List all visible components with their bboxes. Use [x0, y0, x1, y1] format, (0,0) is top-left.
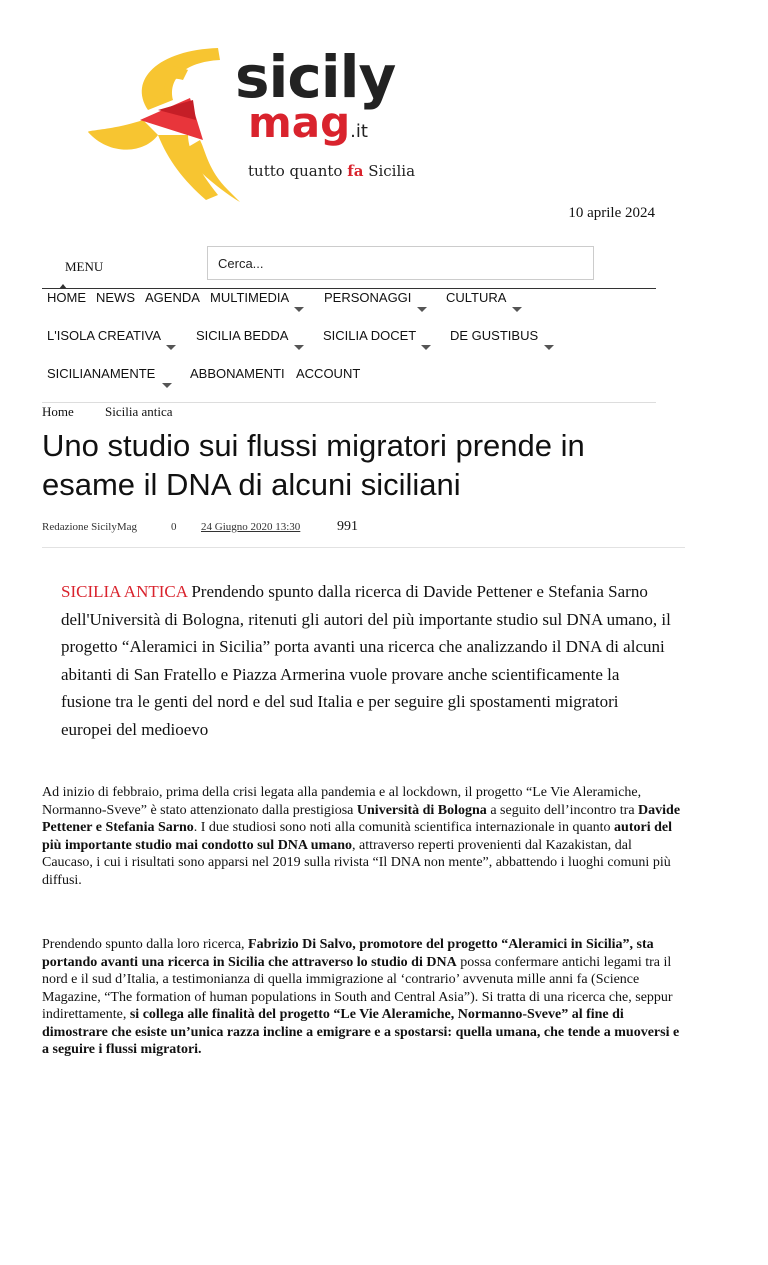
breadcrumb-home[interactable]: Home [42, 404, 74, 419]
nav-item-cultura[interactable]: CULTURA [446, 290, 507, 305]
nav-item-abbonamenti[interactable]: ABBONAMENTI [190, 366, 285, 381]
logo-tagline: tutto quanto fa Sicilia [248, 162, 416, 180]
chevron-down-icon[interactable] [421, 345, 431, 350]
current-date: 10 aprile 2024 [568, 205, 655, 221]
nav-item-sicilia-docet[interactable]: SICILIA DOCET [323, 328, 417, 343]
chevron-down-icon[interactable] [512, 307, 522, 312]
comment-count[interactable]: 0 [171, 521, 177, 533]
view-count: 991 [337, 519, 358, 534]
article-paragraph: Prendendo spunto dalla loro ricerca, Fabrizio Di Salvo, promotore del progetto “Aleramici in Sicilia”, sta portando avanti una ricerca in Sicilia che attraverso lo studio di DNA possa confermare antichi legami tra il nord e il sud d’Italia, a testimonianza di quella immigrazione al ‘contrario’ avvenuta mille anni fa (Science Magazine, “The formation of human populations in South and Central Asia”). Si tratta di una ricerca che, seppur indirettamente, si collega alle finalità del progetto “Le Vie Aleramiche, Normanno-Sveve” al fine di dimostrare che esiste un’unica razza incline a emigrare e a spostarsi: quella umana, che tende a muoversi e a seguire i flussi migratori. [42, 937, 680, 1057]
nav-item-news[interactable]: NEWS [96, 290, 135, 305]
logo-brand-bottom: mag.it [248, 98, 368, 147]
nav-bottom-divider [42, 402, 656, 403]
chevron-down-icon[interactable] [294, 345, 304, 350]
nav-item-agenda[interactable]: AGENDA [145, 290, 200, 305]
nav-item-personaggi[interactable]: PERSONAGGI [324, 290, 412, 305]
meta-divider [42, 547, 685, 548]
logo-brand-top: sicily [235, 43, 396, 111]
article-lead: SICILIA ANTICA Prendendo spunto dalla ricerca di Davide Pettener e Stefania Sarno dell'Università di Bologna, ritenuti gli autori del più importante studio sul DNA umano, il progetto “Aleramici in Sicilia” porta avanti una ricerca che analizzando il DNA di alcuni abitanti di San Fratello e Piazza Armerina vuole provare anche scientificamente la fusione tra le genti del nord e del sud Italia e per seguire gli spostamenti migratori europei del medioevo [61, 582, 671, 739]
nav-item-de-gustibus[interactable]: DE GUSTIBUS [450, 328, 539, 343]
chevron-down-icon[interactable] [544, 345, 554, 350]
chevron-down-icon[interactable] [417, 307, 427, 312]
article-paragraph: Ad inizio di febbraio, prima della crisi legata alla pandemia e al lockdown, il progetto “Le Vie Aleramiche, Normanno-Sveve” è stato attenzionato dalla prestigiosa Università di Bologna a seguito dell’incontro tra Davide Pettener e Stefania Sarno. I due studiosi sono noti alla comunità scientifica internazionale in quanto autori del più importante studio mai condotto sul DNA umano, attraverso reperti provenienti dal Kazakistan, dal Caucaso, i cui i risultati sono apparsi nel 2019 sulla rivista “Il DNA non mente”, abbattendo i luoghi comuni più diffusi. [42, 785, 681, 888]
nav-item-multimedia[interactable]: MULTIMEDIA [210, 290, 290, 305]
chevron-down-icon[interactable] [162, 383, 172, 388]
active-caret-icon [59, 284, 67, 289]
nav-item-sicilianamente[interactable]: SICILIANAMENTE [47, 366, 156, 381]
breadcrumb-section[interactable]: Sicilia antica [105, 404, 173, 419]
nav-item-account[interactable]: ACCOUNT [296, 366, 361, 381]
article-author[interactable]: Redazione SicilyMag [42, 521, 138, 533]
nav-item-home[interactable]: HOME [47, 290, 86, 305]
article-title: Uno studio sui flussi migratori prende in esame il DNA di alcuni siciliani [42, 428, 585, 502]
menu-toggle[interactable]: MENU [65, 259, 104, 274]
article-date[interactable]: 24 Giugno 2020 13:30 [201, 521, 301, 533]
search-input[interactable]: Cerca... [207, 246, 594, 280]
nav-item-isola-creativa[interactable]: L'ISOLA CREATIVA [47, 328, 161, 343]
nav-divider [42, 288, 656, 289]
site-logo[interactable] [88, 40, 428, 205]
nav-item-sicilia-bedda[interactable]: SICILIA BEDDA [196, 328, 289, 343]
chevron-down-icon[interactable] [294, 307, 304, 312]
trinacria-icon [88, 40, 258, 205]
chevron-down-icon[interactable] [166, 345, 176, 350]
section-tag[interactable]: SICILIA ANTICA [61, 582, 188, 601]
